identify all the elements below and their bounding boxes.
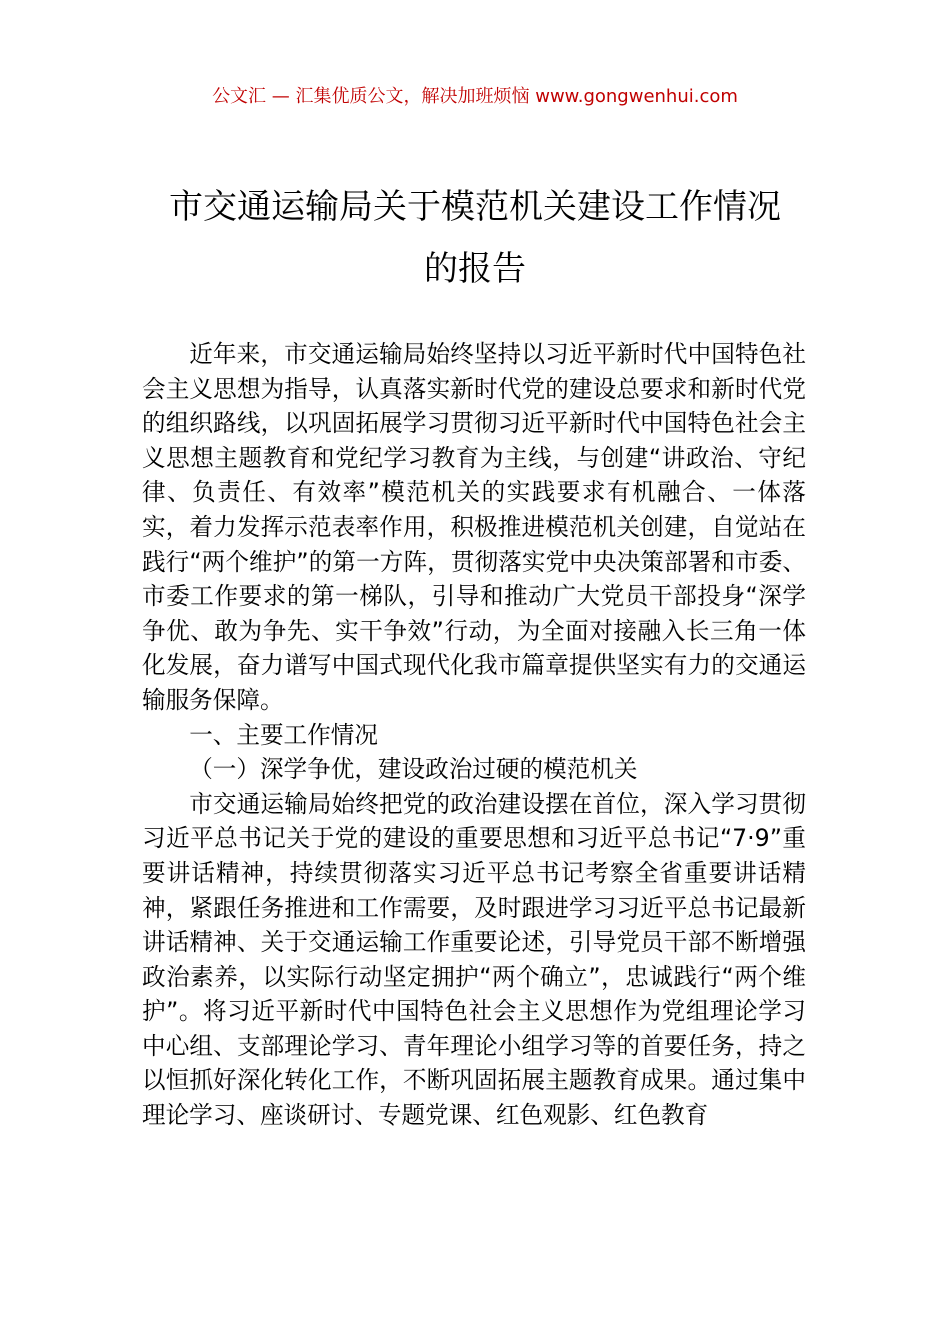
subsection-heading: （一）深学争优，建设政治过硬的模范机关 [189, 755, 638, 784]
intro-paragraph: 近年来，市交通运输局始终坚持以习近平新时代中国特色社会主义思想为指导，认真落实新时代党的建设总要求和新时代党的组织路线，以巩固拓展学习贯彻习近平新时代中国特色社会主义思想主题教育和党纪学习教育为主线，与创建“讲政治、守纪律、负责任、有效率”模范机关的实践要求有机融合、一体落实，着力发挥示范表率作用，积极推进模范机关创建，自觉站在践行“两个维护”的第一方阵，贯彻落实党中央决策部署和市委、市委工作要求的第一梯队，引导和推动广大党员干部投身“深学争优、敢为争先、实干争效”行动，为全面对接融入长三角一体化发展，奋力谱写中国式现代化我市篇章提供坚实有力的交通运输服务保障。 [142, 340, 806, 714]
document-body [142, 337, 806, 1133]
section-heading: 一、主要工作情况 [189, 720, 378, 749]
site-banner: 公文汇 — 汇集优质公文，解决加班烦恼 www.gongwenhui.com [212, 86, 738, 107]
title-line-2: 的报告 [424, 249, 526, 289]
title-line-1: 市交通运输局关于模范机关建设工作情况 [169, 187, 781, 227]
document-title [80, 176, 870, 300]
section-paragraph: 市交通运输局始终把党的政治建设摆在首位，深入学习贯彻习近平总书记关于党的建设的重要思想和习近平总书记“7·9”重要讲话精神，持续贯彻落实习近平总书记考察全省重要讲话精神，紧跟任务推进和工作需要，及时跟进学习习近平总书记最新讲话精神、关于交通运输工作重要论述，引导党员干部不断增强政治素养，以实际行动坚定拥护“两个确立”，忠诚践行“两个维护”。将习近平新时代中国特色社会主义思想作为党组理论学习中心组、支部理论学习、青年理论小组学习等的首要任务，持之以恒抓好深化转化工作，不断巩固拓展主题教育成果。通过集中理论学习、座谈研讨、专题党课、红色观影、红色教育 [142, 789, 806, 1130]
